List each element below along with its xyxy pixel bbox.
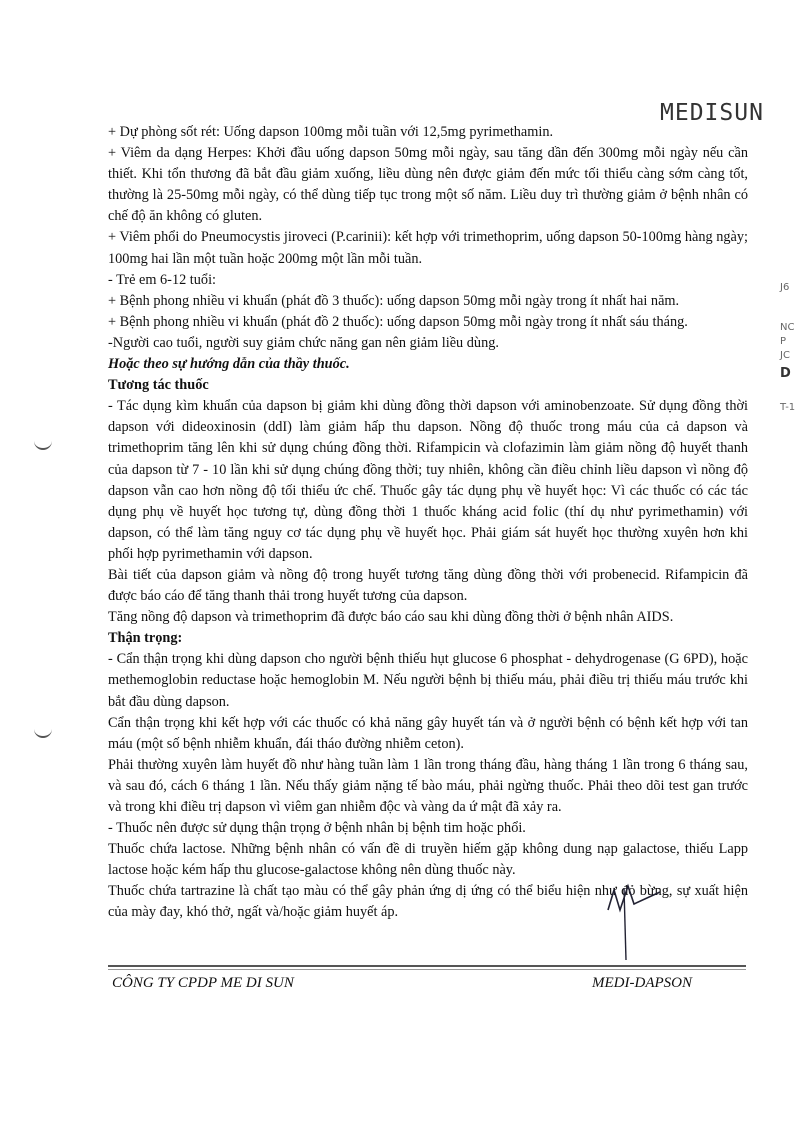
- footer-product: MEDI-DAPSON: [592, 975, 692, 991]
- paragraph-malaria-prophylaxis: + Dự phòng sốt rét: Uống dapson 100mg mỗi tuần với 12,5mg pyrimethamin.: [108, 124, 554, 140]
- footer-divider-thin: [108, 969, 746, 970]
- footer-company: CÔNG TY CPDP ME DI SUN: [112, 975, 294, 991]
- footer-divider: [108, 965, 746, 967]
- paragraph-leprosy-2-drug: + Bệnh phong nhiều vi khuẩn (phát đồ 2 thuốc): uống dapson 50mg mỗi ngày trong ít nhất sáu tháng.: [108, 313, 688, 330]
- paragraph-blood-count: Phải thường xuyên làm huyết đồ như hàng tuần làm 1 lần trong tháng đầu, hàng tháng 1 lần trong 6 tháng sau, và sau đó, cách 6 tháng 1 lần. Nếu thấy giảm nặng tế bào máu, phải ngừng thuốc. Phải theo dõi test gan trước và trong khi điều trị dapson vì viêm gan nhiễm độc và vàng da ứ mật đã xảy ra.: [108, 756, 748, 815]
- paragraph-leprosy-3-drug: + Bệnh phong nhiều vi khuẩn (phát đồ 3 thuốc): uống dapson 50mg mỗi ngày trong ít nhất hai năm.: [108, 292, 680, 309]
- paragraph-tartrazine: Thuốc chứa tartrazine là chất tạo màu có thể gây phản ứng dị ứng có thể biểu hiện như đỏ bừng, sự xuất hiện của mày đay, khó thở, ngất và/hoặc giảm huyết áp.: [108, 883, 748, 921]
- paragraph-interactions: - Tác dụng kìm khuẩn của dapson bị giảm khi dùng đồng thời dapson với aminobenzoate. Sử dụng đồng thời dapson với dideoxinosin (ddI) làm giảm hấp thu dapson. Nồng độ thuốc trong máu của cả dapson và trimethoprim tăng lên khi sử dụng chúng đồng thời. Rifampicin và clofazimin làm giảm nồng độ huyết thanh của dapson từ 7 - 10 lần khi sử dụng chúng đồng thời; tuy nhiên, không cần điều chỉnh liều dapson vì nồng độ dapson vẫn cao hơn nồng độ tối thiểu ức chế. Thuốc gây tác dụng phụ về huyết học: Vì các thuốc có các tác dụng phụ về huyết học tương tự, dùng đồng thời 1 thuốc kháng acid folic (thí dụ như pyrimethamin) với dapson, có thể làm tăng nguy cơ tác dụng phụ về huyết học. Phải giám sát huyết học thường xuyên hơn khi phối hợp pyrimethamin với dapson.: [108, 398, 748, 562]
- paragraph-lactose: Thuốc chứa lactose. Những bệnh nhân có vấn đề di truyền hiếm gặp không dung nạp galactose, thiếu Lapp lactose hoặc kém hấp thu glucose-galactose không nên dùng thuốc này.: [108, 841, 748, 879]
- paragraph-elderly: -Người cao tuổi, người suy giảm chức năng gan nên giảm liều dùng.: [108, 334, 499, 351]
- paragraph-children-heading: - Trẻ em 6-12 tuổi:: [108, 271, 217, 288]
- section-heading-interactions: Tương tác thuốc: [108, 377, 209, 394]
- paragraph-heart-lung: - Thuốc nên được sử dụng thận trọng ở bệnh nhân bị bệnh tim hoặc phổi.: [108, 820, 526, 837]
- handwritten-signature: [600, 880, 670, 970]
- physician-guidance-note: Hoặc theo sự hướng dẫn của thầy thuốc.: [108, 356, 350, 373]
- binder-hole-mark: [34, 436, 52, 450]
- medisun-logo: MEDISUN: [660, 100, 764, 126]
- paragraph-pneumocystis: + Viêm phổi do Pneumocystis jiroveci (P.carinii): kết hợp với trimethoprim, uống dapson 50-100mg hàng ngày; 100mg hai lần một tuần hoặc 200mg một lần mỗi tuần.: [108, 229, 748, 267]
- section-heading-precautions: Thận trọng:: [108, 630, 183, 647]
- edge-mark: D: [780, 366, 791, 381]
- edge-mark: P: [780, 336, 787, 347]
- document-body: [108, 122, 748, 924]
- paragraph-g6pd: - Cẩn thận trọng khi dùng dapson cho người bệnh thiếu hụt glucose 6 phosphat - dehydrogenase (G 6PD), hoặc methemoglobin reductase hoặc hemoglobin M. Nếu người bệnh bị thiếu máu, phải điều trị thiếu máu trước khi bắt đầu dùng dapson.: [108, 651, 748, 710]
- paragraph-hemolysis: Cẩn thận trọng khi kết hợp với các thuốc có khả năng gây huyết tán và ở người bệnh có bệnh kết hợp với tan máu (một số bệnh nhiễm khuẩn, đái tháo đường nhiễm ceton).: [108, 714, 748, 752]
- paragraph-herpes-dermatitis: + Viêm da dạng Herpes: Khởi đầu uống dapson 50mg mỗi ngày, sau tăng dần đến 300mg mỗi ngày nếu cần thiết. Khi tổn thương đã bắt đầu giảm xuống, liều dùng nên được giảm đến mức tối thiểu càng sớm càng tốt, thường là 25-50mg mỗi ngày, có thể dùng tiếp tục trong một số năm. Liều duy trì thường giảm ở bệnh nhân có chế độ ăn không có gluten.: [108, 145, 748, 225]
- paragraph-aids: Tăng nồng độ dapson và trimethoprim đã được báo cáo sau khi dùng đồng thời ở bệnh nhân AIDS.: [108, 609, 674, 626]
- edge-mark: T-1: [780, 402, 796, 413]
- binder-hole-mark: [34, 724, 52, 738]
- edge-mark: NC: [780, 322, 795, 333]
- edge-mark: J6: [780, 282, 790, 293]
- paragraph-probenecid: Bài tiết của dapson giảm và nồng độ trong huyết tương tăng dùng đồng thời với probenecid. Rifampicin đã được báo cáo để tăng thanh thải trong huyết tương của dapson.: [108, 566, 748, 605]
- edge-mark: JC: [780, 350, 790, 361]
